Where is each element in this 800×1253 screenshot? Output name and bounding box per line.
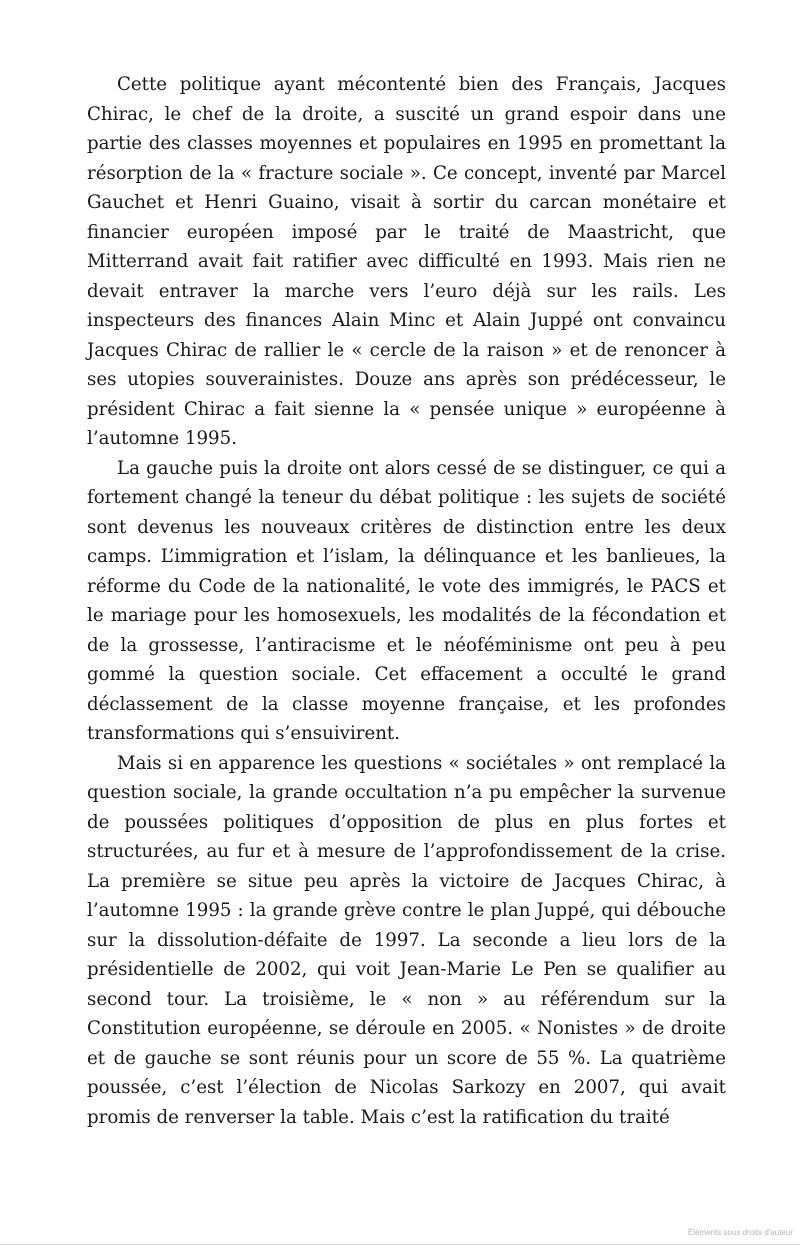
paragraph-2: La gauche puis la droite ont alors cessé de se distinguer, ce qui a fortement changé la teneur du débat politique : les sujets de société sont devenus les nouveaux critères de distinction entre les deux camps. L’immigration et l’islam, la délinquance et les banlieues, la réforme du Code de la nationalité, le vote des immigrés, le PACS et le mariage pour les homosexuels, les modalités de la fécondation et de la grossesse, l’antiracisme et le néoféminisme ont peu à peu gommé la question sociale. Cet effacement a occulté le grand déclassement de la classe moyenne française, et les profondes transformations qui s’ensuivirent. [87, 457, 726, 744]
paragraph-3: Mais si en apparence les questions « sociétales » ont remplacé la question sociale, la grande occultation n’a pu empêcher la survenue de poussées politiques d’opposition de plus en plus fortes et structurées, au fur et à mesure de l’approfondissement de la crise. La première se situe peu après la victoire de Jacques Chirac, à l’automne 1995 : la grande grève contre le plan Juppé, qui débouche sur la dissolution-défaite de 1997. La seconde a lieu lors de la présidentielle de 2002, qui voit Jean-Marie Le Pen se qualifier au second tour. La troisième, le « non » au référendum sur la Constitution européenne, se déroule en 2005. « Nonistes » de droite et de gauche se sont réunis pour un score de 55 %. La quatrième poussée, c’est l’élection de Nicolas Sarkozy en 2007, qui avait promis de renverser la table. Mais c’est la ratification du traité [87, 752, 726, 1128]
document-body [87, 70, 726, 1132]
bottom-divider [0, 1244, 800, 1245]
paragraph-1: Cette politique ayant mécontenté bien des Français, Jacques Chirac, le chef de la droite, a suscité un grand espoir dans une partie des classes moyennes et populaires en 1995 en promettant la résorption de la « fracture sociale ». Ce concept, inventé par Marcel Gauchet et Henri Guaino, visait à sortir du carcan monétaire et financier européen imposé par le traité de Maastricht, que Mitterrand avait fait ratifier avec difficulté en 1993. Mais rien ne devait entraver la marche vers l’euro déjà sur les rails. Les inspecteurs des finances Alain Minc et Alain Juppé ont convaincu Jacques Chirac de rallier le « cercle de la raison » et de renoncer à ses utopies souverainistes. Douze ans après son prédécesseur, le président Chirac a fait sienne la « pensée unique » européenne à l’automne 1995. [87, 74, 726, 449]
copyright-notice: Éléments sous droits d'auteur [687, 1228, 793, 1237]
